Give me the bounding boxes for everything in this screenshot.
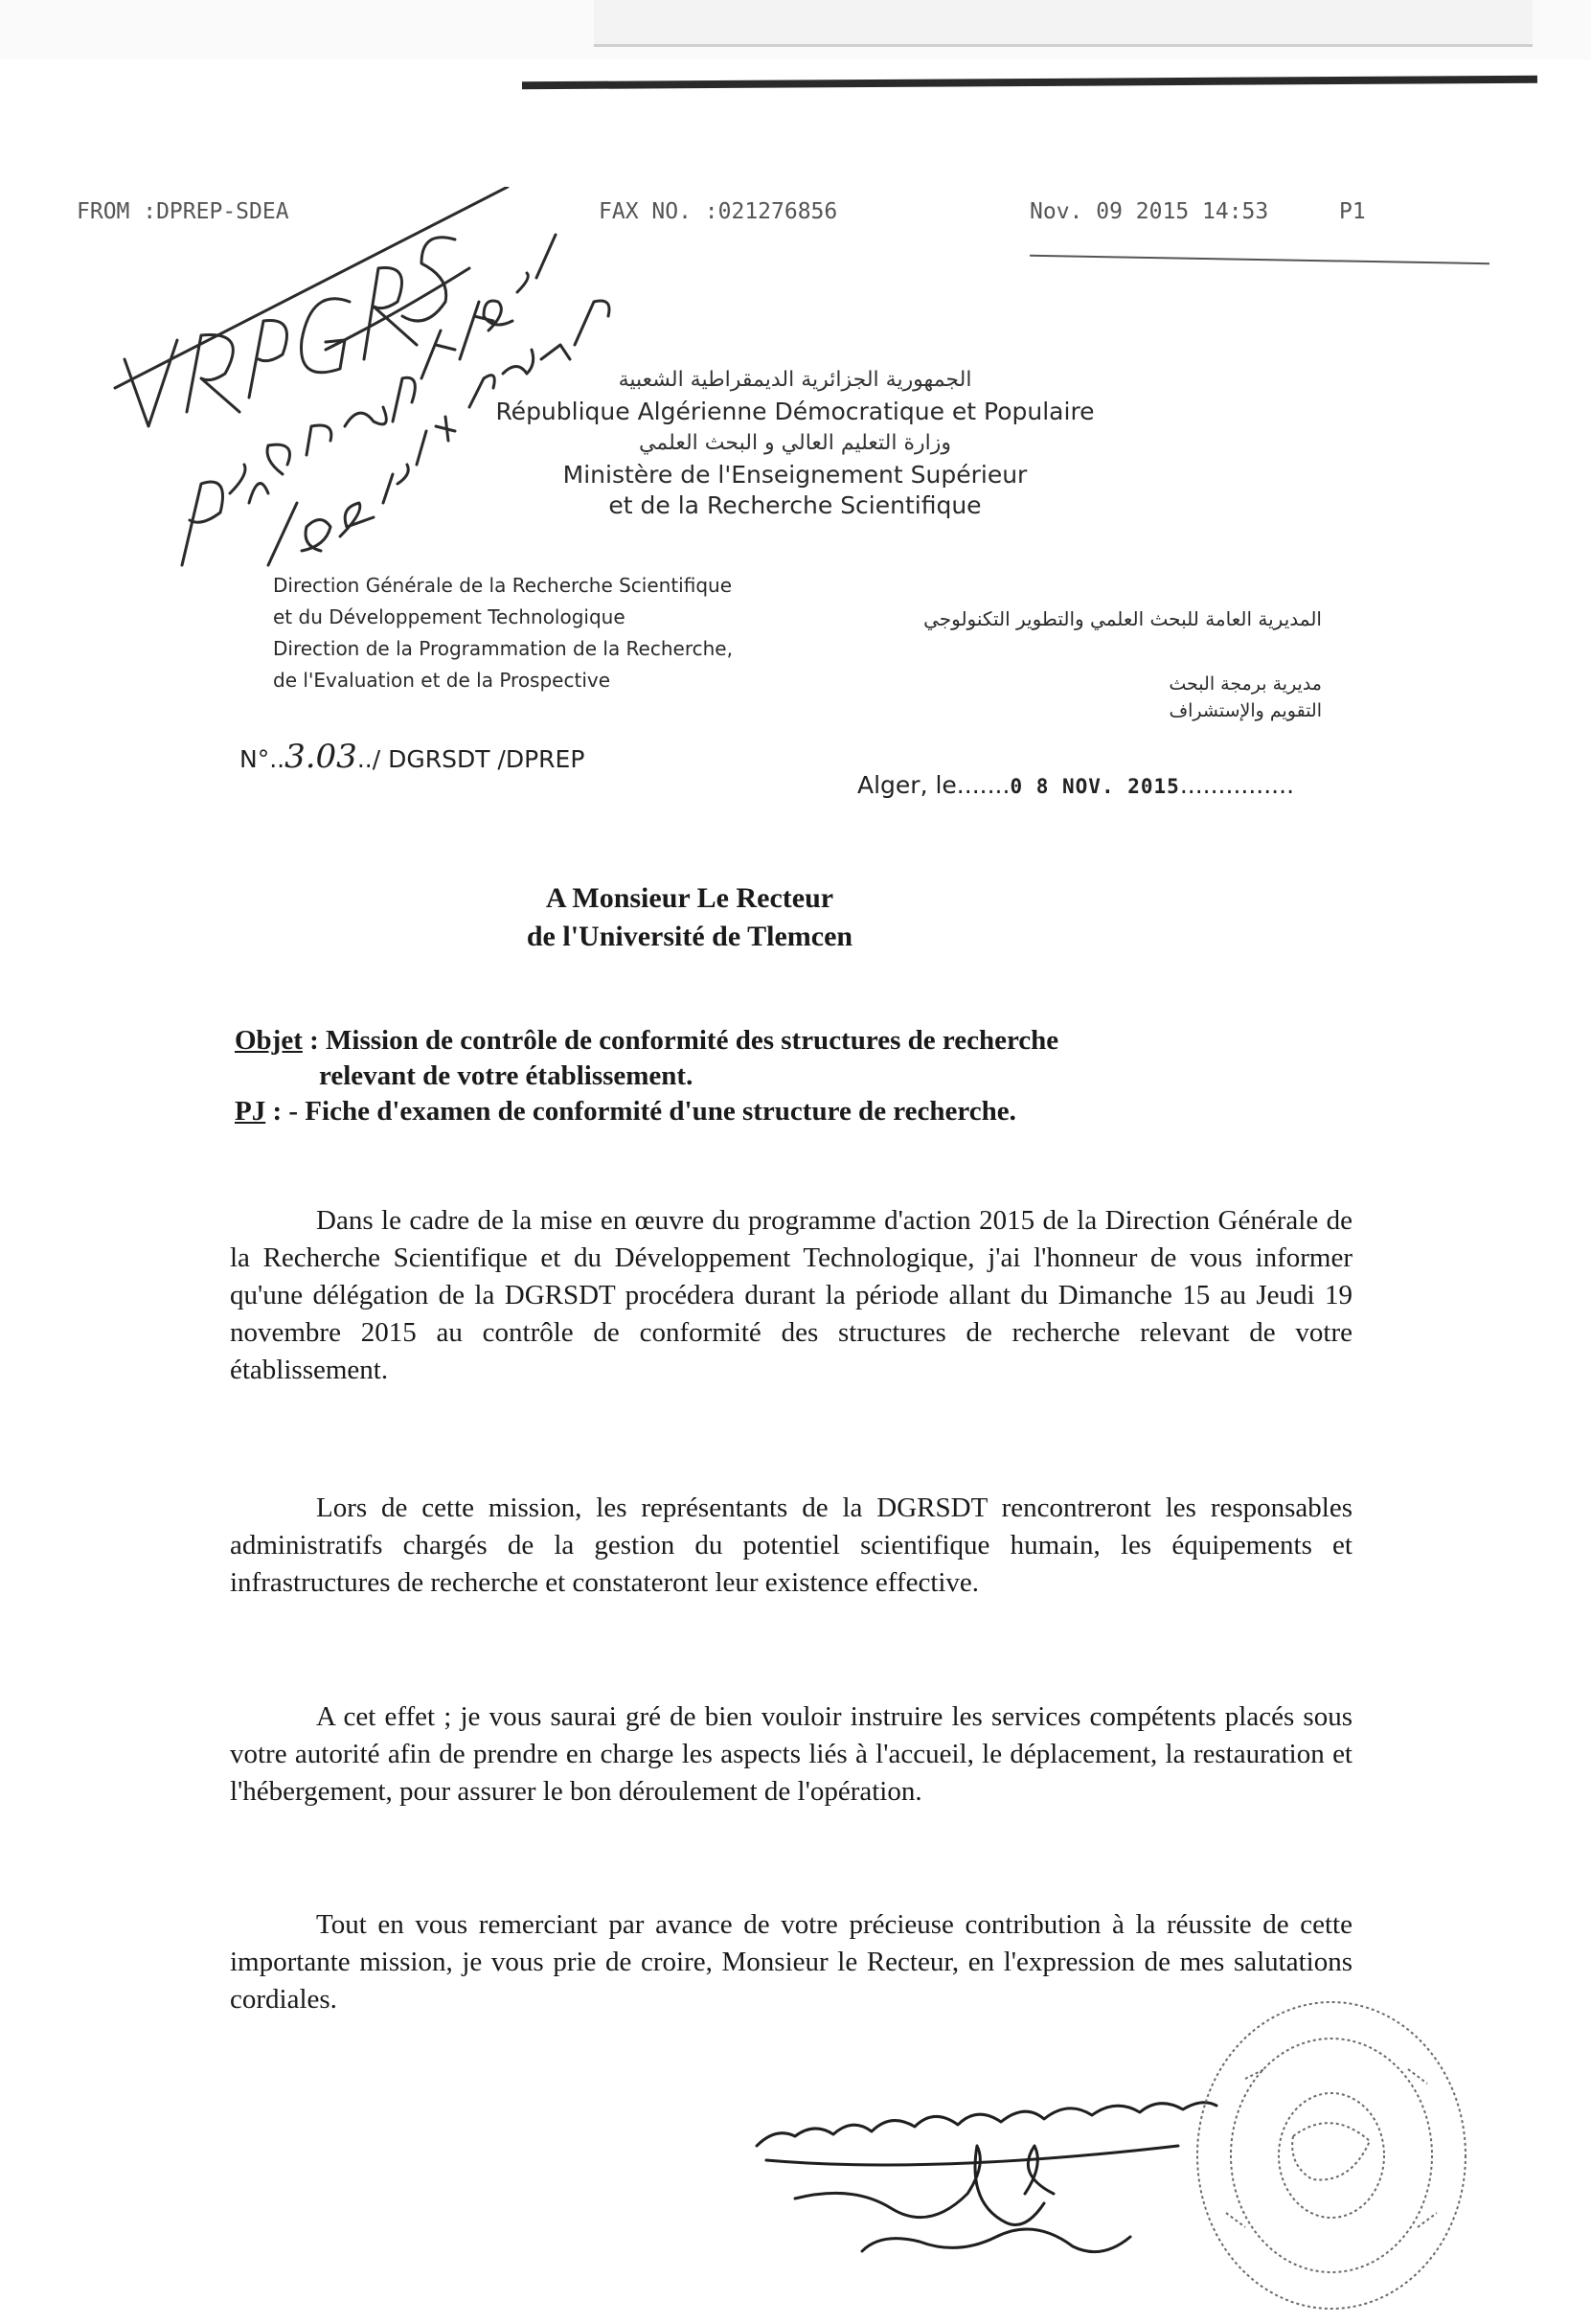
seal-drawing [1188, 1993, 1475, 2318]
letterhead [450, 364, 1140, 521]
subject-text-continued: relevant de votre établissement. [319, 1060, 693, 1091]
signature-drawing [738, 2031, 1236, 2290]
direction-ar-line-2: مديرية برمجة البحث [1169, 673, 1322, 695]
reference-number [239, 738, 584, 776]
scan-top-strip [594, 0, 1533, 47]
reference-prefix: N°.. [239, 745, 285, 773]
body-paragraph-2 [230, 1490, 1352, 1602]
ministry-arabic: وزارة التعليم العالي و البحث العلمي [639, 431, 951, 455]
fax-page: P1 [1339, 199, 1366, 224]
scan-edge-line [522, 76, 1537, 89]
direction-ar-line-3: التقويم والإستشراف [1169, 700, 1322, 721]
date-suffix: ............... [1179, 771, 1295, 799]
subject-label: Objet [235, 1025, 303, 1056]
direction-fr-line: et du Développement Technologique [273, 605, 625, 628]
ministry-french-line-2: et de la Recherche Scientifique [608, 491, 982, 519]
reference-handwritten-number: 3.03 [284, 738, 357, 776]
direction-arabic-block [843, 604, 1322, 724]
paragraph-text: Tout en vous remerciant par avance de votre précieuse contribution à la réussite de cette importante mission, je vous prie de croire, Monsieur le Recteur, en l'expression de mes salutations cordiales. [230, 1909, 1352, 2015]
body-paragraph-3 [230, 1698, 1352, 1811]
paragraph-text: Lors de cette mission, les représentants de la DGRSDT rencontreront les responsables administratifs chargés de la gestion du potentiel scientifique humain, les équipements et infrastructures de recherche et constateront leur existence effective. [230, 1492, 1352, 1598]
paragraph-text: A cet effet ; je vous saurai gré de bien vouloir instruire les services compétents placés sous votre autorité afin de prendre en charge les aspects liés à l'accueil, le déplacement, la restauration et l'hébergement, pour assurer le bon déroulement de l'opération. [230, 1701, 1352, 1807]
addressee-line-1: A Monsieur Le Recteur [545, 882, 834, 914]
direction-ar-line-1: المديرية العامة للبحث العلمي والتطوير التكنولوجي [923, 607, 1322, 630]
fax-date: Nov. 09 2015 14:53 [1030, 199, 1269, 224]
attachment-separator: : [265, 1096, 289, 1127]
subject-text: Mission de contrôle de conformité des structures de recherche [326, 1025, 1059, 1056]
body-paragraph-4 [230, 1906, 1352, 2018]
attachment-text: - Fiche d'examen de conformité d'une structure de recherche. [288, 1096, 1016, 1127]
direction-french-block [273, 570, 781, 696]
subject-separator: : [302, 1025, 327, 1056]
fax-number: FAX NO. :021276856 [599, 199, 838, 224]
attachment-label: PJ [235, 1096, 266, 1127]
fax-from: FROM :DPREP-SDEA [77, 199, 289, 224]
signature [738, 2031, 1236, 2290]
addressee [383, 879, 996, 956]
republic-french: République Algérienne Démocratique et Populaire [495, 398, 1095, 425]
paragraph-text: Dans le cadre de la mise en œuvre du programme d'action 2015 de la Direction Générale de la Recherche Scientifique et du Développement Technologique, j'ai l'honneur de vous informer qu'une délégation de la DGRSDT procédera durant la période allant du Dimanche 15 au Jeudi 19 novembre 2015 au contrôle de conformité des structures de recherche relevant de votre établissement. [230, 1205, 1352, 1385]
attachment-line [235, 1094, 1355, 1129]
subject-block [235, 1023, 1355, 1129]
official-seal [1188, 1993, 1475, 2318]
direction-fr-line: Direction de la Programmation de la Recherche, [273, 637, 733, 660]
direction-fr-line: Direction Générale de la Recherche Scientifique [273, 574, 733, 597]
direction-fr-line: de l'Evaluation et de la Prospective [273, 669, 611, 692]
reference-suffix: ../ DGRSDT /DPREP [356, 745, 585, 773]
fax-underline [1030, 255, 1489, 264]
addressee-line-2: de l'Université de Tlemcen [526, 921, 853, 952]
place-and-date [857, 771, 1294, 799]
date-stamp: 0 8 NOV. 2015 [1010, 775, 1180, 798]
body-paragraph-1 [230, 1202, 1352, 1389]
republic-arabic: الجمهورية الجزائرية الديمقراطية الشعبية [618, 368, 972, 392]
ministry-french-line-1: Ministère de l'Enseignement Supérieur [562, 461, 1028, 489]
subject-line [235, 1023, 1355, 1059]
place-prefix: Alger, le....... [857, 771, 1011, 799]
